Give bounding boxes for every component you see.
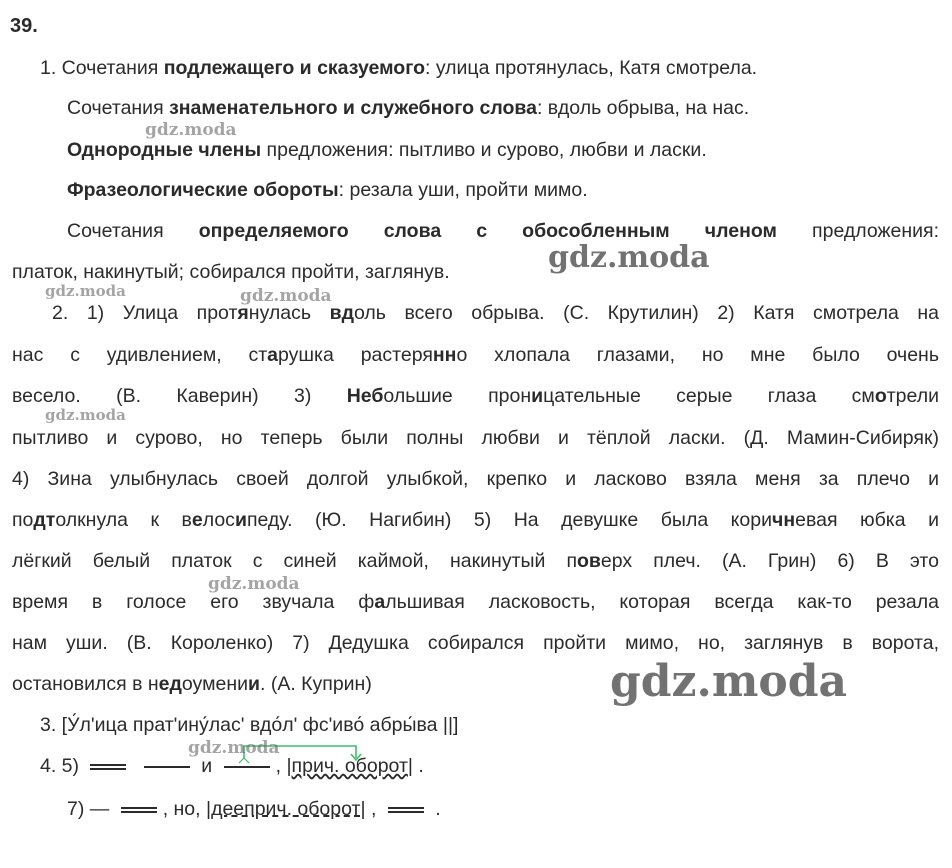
- subject-line: [121, 807, 157, 813]
- text: оумени: [181, 673, 248, 695]
- watermark: gdz.moda: [610, 656, 848, 707]
- part4-scheme-7: [67, 797, 441, 821]
- bold-letters: и: [531, 385, 544, 407]
- text: 1. Сочетания: [40, 57, 164, 79]
- conjunction: и: [201, 755, 213, 777]
- text: Сочетания: [67, 97, 170, 119]
- bracket: |: [205, 798, 212, 820]
- text: остановился в н: [12, 673, 159, 695]
- part2-line6: [12, 508, 939, 532]
- text: по: [12, 509, 34, 531]
- text: ольшие прон: [383, 385, 532, 407]
- text: 2. 1) Улица прот: [52, 302, 238, 324]
- part2-line2: [12, 343, 939, 367]
- text: оль всего обрыва. (С. Крутилин) 2) Катя смотрела на: [353, 302, 939, 324]
- part2-line8: [12, 590, 939, 614]
- part1-line3: [67, 138, 707, 162]
- bold-letters: е: [191, 509, 203, 531]
- bracket: |: [360, 798, 366, 820]
- period: .: [418, 755, 424, 777]
- part1-line1: [40, 56, 757, 80]
- period: .: [435, 798, 441, 820]
- bold-letters: и: [234, 509, 247, 531]
- text: евая юбка и: [795, 509, 940, 531]
- subject-line: [388, 807, 424, 813]
- exercise-number: 39.: [10, 15, 38, 37]
- text: весело. (В. Каверин) 3): [12, 385, 347, 407]
- bold-term: подлежащего и сказуемого: [163, 57, 425, 79]
- bold-letters: ов: [577, 550, 601, 572]
- text: время в голосе его звучала ф: [12, 591, 375, 613]
- adverbial-participle-phrase: дееприч. оборот: [211, 798, 361, 820]
- text: : резала уши, пройти мимо.: [338, 179, 588, 201]
- participle-phrase: прич. оборот: [291, 755, 408, 777]
- bold-term: Однородные члены: [67, 139, 262, 161]
- text: : улица протянулась, Катя смотрела.: [425, 57, 758, 79]
- bold-term: Фразеологические обороты: [67, 179, 339, 201]
- text: рушка растеря: [278, 344, 433, 366]
- watermark: gdz.moda: [145, 120, 237, 140]
- scheme-number: 7) —: [67, 798, 110, 820]
- part1-line2: [67, 96, 749, 120]
- predicate-line: [144, 766, 190, 768]
- part1-line6: платок, накинутый; собирался пройти, заглянув.: [12, 261, 450, 283]
- part2-line1: [52, 301, 939, 325]
- bracket: |: [407, 755, 413, 777]
- bold-letters: я: [237, 302, 249, 324]
- bold-letters: и: [247, 673, 260, 695]
- text: олкнула к в: [55, 509, 192, 531]
- text: Сочетания: [67, 220, 199, 242]
- part2-line7: [12, 549, 939, 573]
- part2-line4: пытливо и сурово, но теперь были полны любви и тёплой ласки. (Д. Мамин-Сибиряк): [12, 427, 939, 449]
- bold-letters: чн: [772, 509, 796, 531]
- text: нулась: [248, 302, 330, 324]
- text: трели: [886, 385, 939, 407]
- text: педу. (Ю. Нагибин) 5) На девушке была кори: [246, 509, 773, 531]
- watermark: gdz.moda: [45, 282, 126, 300]
- bold-letters: дт: [33, 509, 56, 531]
- predicate-line: [224, 766, 270, 768]
- text: предложения: пытливо и сурово, любви и ласки.: [261, 139, 707, 161]
- bold-letters: вд: [329, 302, 354, 324]
- bracket: |: [286, 755, 292, 777]
- part1-line4: [67, 178, 588, 202]
- bold-letters: Неб: [346, 385, 384, 407]
- bold-letters: ед: [158, 673, 182, 695]
- part1-line5: [67, 219, 939, 243]
- watermark: gdz.moda: [45, 406, 126, 424]
- text: лос: [202, 509, 235, 531]
- part2-line10: [12, 672, 372, 696]
- text: о хлопала глазами, но мне было очень: [456, 344, 939, 366]
- comma: ,: [275, 755, 282, 777]
- text: цательные серые глаза см: [543, 385, 875, 407]
- text: ерх плеч. (А. Грин) 6) В это: [600, 550, 939, 572]
- watermark: gdz.moda: [240, 286, 332, 306]
- bold-letters: нн: [432, 344, 457, 366]
- text: нас с удивлением, ст: [12, 344, 268, 366]
- comma: ,: [370, 798, 377, 820]
- bold-letters: о: [874, 385, 887, 407]
- part3-transcription: 3. [У́л'ица прат'ину́лас' вдо́л' фс'иво́ абры́ва ||]: [40, 714, 459, 736]
- text: лёгкий белый платок с синей каймой, накинутый п: [12, 550, 578, 572]
- text: льшивая ласковость, которая всегда как-то резала: [385, 591, 939, 613]
- watermark: gdz.moda: [208, 574, 300, 594]
- bold-term: знаменательного и служебного слова: [169, 97, 537, 119]
- scheme-number: 4. 5): [40, 755, 80, 777]
- watermark: gdz.moda: [548, 240, 710, 275]
- subject-line: [90, 764, 126, 770]
- bold-letters: а: [374, 591, 386, 613]
- bold-term: определяемого слова с обособленным членом: [198, 220, 777, 242]
- part2-line5: 4) Зина улыбнулась своей долгой улыбкой, крепко и ласково взяла меня за плечо и: [12, 468, 939, 490]
- watermark: gdz.moda: [188, 738, 280, 758]
- bold-letters: а: [267, 344, 279, 366]
- text: предложения:: [776, 220, 940, 242]
- part2-line9: нам уши. (В. Короленко) 7) Дедушка собирался пройти мимо, но, заглянув в ворота,: [12, 632, 939, 654]
- conjunction: , но,: [162, 798, 201, 820]
- text: . (А. Куприн): [259, 673, 372, 695]
- part2-line3: [12, 384, 939, 408]
- text: : вдоль обрыва, на нас.: [536, 97, 750, 119]
